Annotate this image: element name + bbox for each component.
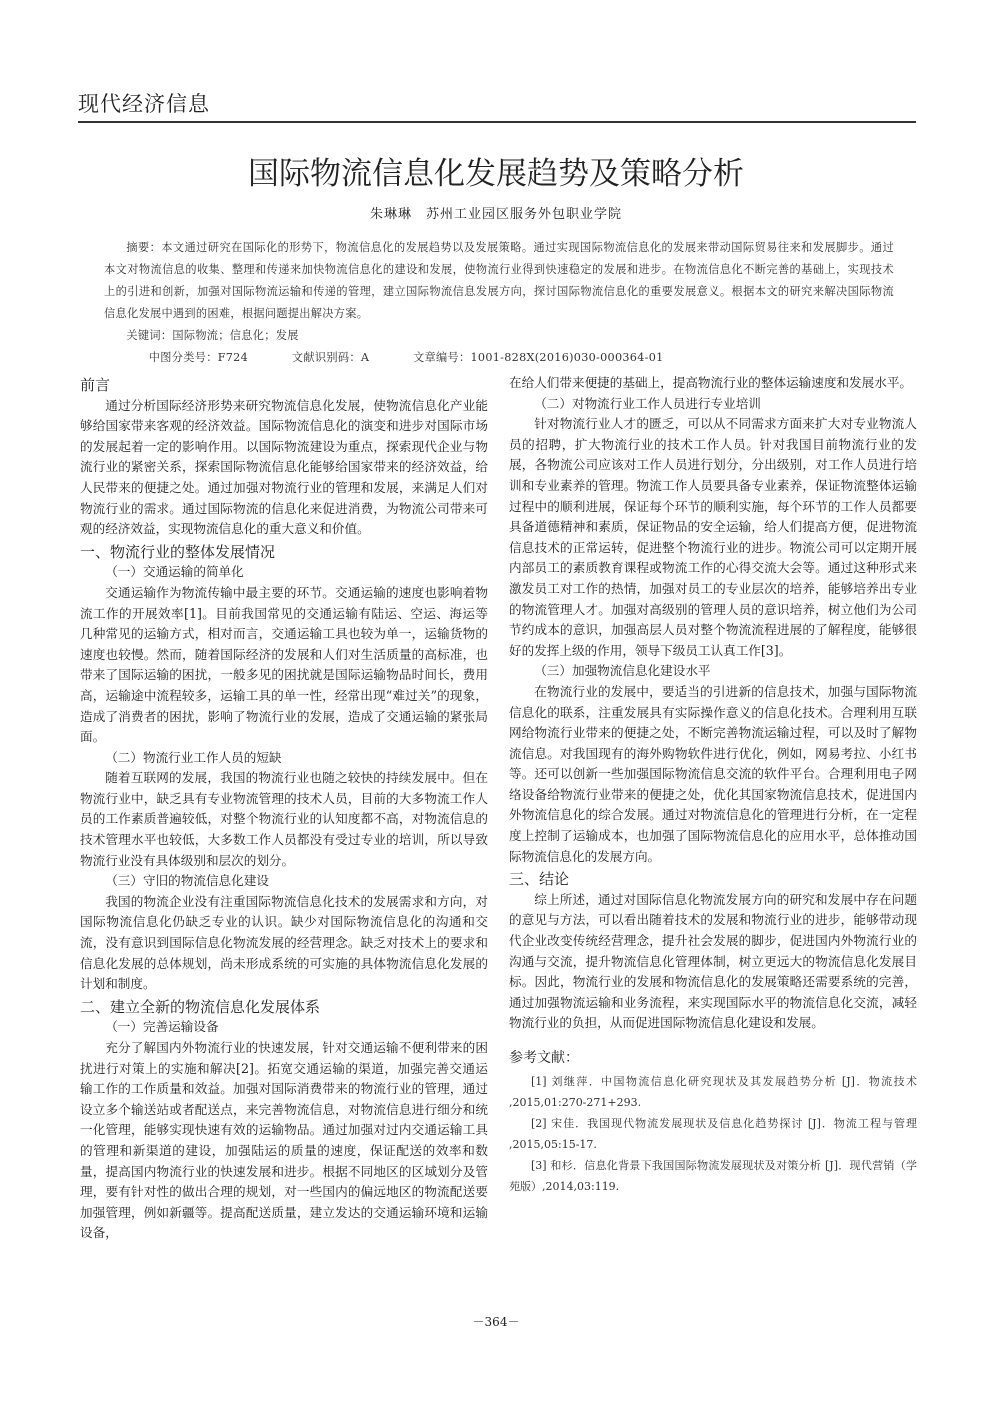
section-2-2-heading: （二）对物流行业工作人员进行专业培训 bbox=[534, 395, 761, 411]
journal-name: 现代经济信息 bbox=[78, 92, 210, 116]
references-heading: 参考文献： bbox=[509, 1050, 579, 1066]
left-column bbox=[80, 373, 488, 1244]
section-2-1-paragraph: 充分了解国内外物流行业的快速发展，针对交通运输不便利带来的困扰进行对策上的实施和解决[2]。拓宽交通运输的渠道，加强完善交通运输工作的工作质量和效益。加强对国际消费带来的物流行业的管理，通过设立多个输送站或者配送点，来完善物流信息，对物流信息进行细分和统一化管理，能够实现快速有效的运输物品。通过加强对过内交通运输工具的管理和新渠道的建设，加强陆运的质量的速度，保证配送的效率和数量，提高国内物流行业的快速发展和进步。根据不同地区的区域划分及管理，要有针对性的做出合理的规划，对一些国内的偏远地区的物流配送要加强管理，例如新疆等。提高配送质量，建立发达的交通运输环境和运输设备， bbox=[80, 1040, 488, 1241]
document-code: 文献识别码：A bbox=[291, 351, 370, 364]
page-number: －364－ bbox=[472, 1315, 520, 1329]
right-column bbox=[509, 373, 917, 1197]
section-2-3-heading: （三）加强物流信息化建设水平 bbox=[534, 663, 711, 679]
continued-paragraph: 在给人们带来便捷的基础上，提高物流行业的整体运输速度和发展水平。 bbox=[509, 375, 912, 390]
section-1-3-heading: （三）守旧的物流信息化建设 bbox=[105, 873, 269, 889]
abstract-text: 摘要：本文通过研究在国际化的形势下，物流信息化的发展趋势以及发展策略。通过实现国际物流信息化的发展来带动国际贸易往来和发展脚步。通过本文对物流信息的收集、整理和传递来加快物流信息化的建设和发展，使物流行业得到快速稳定的发展和进步。在物流信息化不断完善的基础上，实现技术上的引进和创新，加强对国际物流运输和传递的管理，建立国际物流信息发展方向，探讨国际物流信息化的重要发展意义。根据本文的研究来解决国际物流信息化发展中遇到的困难，根据问题提出解决方案。 bbox=[104, 241, 894, 320]
intro-paragraph: 通过分析国际经济形势来研究物流信息化发展，使物流信息化产业能够给国家带来客观的经济效益。国际物流信息化的演变和进步对国际市场的发展起着一定的影响作用。以国际物流建设为重点，探索现代企业与物流行业的紧密关系，探索国际物流信息化能够给国家带来的经济效益，给人民带来的便捷之处。通过加强对物流行业的管理和发展，来满足人们对物流行业的需求。通过国际物流的信息化来促进消费，为物流公司带来可观的经济效益，实现物流信息化的重大意义和价值。 bbox=[80, 397, 488, 537]
author-line: 朱琳琳 苏州工业园区服务外包职业学院 bbox=[369, 207, 622, 222]
keywords: 关键词：国际物流；信息化；发展 bbox=[126, 329, 299, 342]
section-1-1-paragraph: 交通运输作为物流传输中最主要的环节。交通运输的速度也影响着物流工作的开展效率[1]。目前我国常见的交通运输有陆运、空运、海运等几种常见的运输方式，相对而言，交通运输工具也较为单一，运输货物的速度也较慢。然而，随着国际经济的发展和人们对生活质量的高标准，也带来了国际运输的困扰，一般多见的困扰就是国际运输物品时间长，费用高，运输途中流程较多，运输工具的单一性，经常出现“难过关”的现象，造成了消费者的困扰，影响了物流行业的发展，造成了交通运输的紧张局面。 bbox=[80, 584, 488, 745]
article-title: 国际物流信息化发展趋势及策略分析 bbox=[248, 156, 744, 192]
section-2-2-paragraph: 针对物流行业人才的匮乏，可以从不同需求方面来扩大对专业物流人员的招聘，扩大物流行业的技术工作人员。针对我国目前物流行业的发展，各物流公司应该对工作人员进行划分，分出级别，对工作人员进行培训和专业素养的管理。物流工作人员要具备专业素养，保证物流整体运输过程中的顺利进展，保证每个环节的顺利实施，每个环节的工作人员都要具备道德精神和素质，保证物品的安全运输，给人们提高方便，促进物流信息技术的正常运转，促进整个物流行业的进步。物流公司可以定期开展内部员工的素质教育课程或物流工作的心得交流大会等。通过这种形式来激发员工对工作的热情，加强对员工的专业层次的培养，能够培养出专业的物流管理人才。加强对高级别的管理人员的意识培养，树立他们为公司节约成本的意识，加强高层人员对整个物流流程进展的了解程度，能够很好的发挥上级的作用，领导下级员工认真工作[3]。 bbox=[509, 416, 917, 658]
section-1-1-heading: （一）交通运输的简单化 bbox=[105, 564, 244, 580]
section-2-heading: 二、建立全新的物流信息化发展体系 bbox=[80, 997, 321, 1016]
header-rule bbox=[78, 121, 916, 123]
reference-item: [3] 和杉．信息化背景下我国国际物流发展现状及对策分析 [J]．现代营销（学苑版）,2014,03:119. bbox=[509, 1158, 917, 1193]
reference-item: [1] 刘继萍．中国物流信息化研究现状及其发展趋势分析 [J]．物流技术 ,2015,01:270-271+293. bbox=[509, 1074, 917, 1109]
section-2-1-heading: （一）完善运输设备 bbox=[105, 1019, 219, 1035]
conclusion-paragraph: 综上所述，通过对国际信息化物流发展方向的研究和发展中存在问题的意见与方法，可以看出随着技术的发展和物流行业的进步，能够带动现代企业改变传统经营理念，提升社会发展的脚步，促进国内外物流行业的沟通与交流，提升物流信息化管理体制，树立更远大的物流信息化发展目标。因此，物流行业的发展和物流信息化的发展策略还需要系统的完善，通过加强物流运输和业务流程，来实现国际水平的物流信息化交流，减轻物流行业的负担，从而促进国际物流信息化建设和发展。 bbox=[509, 891, 917, 1031]
section-3-heading: 三、结论 bbox=[509, 870, 570, 889]
section-1-2-paragraph: 随着互联网的发展，我国的物流行业也随之较快的持续发展中。但在物流行业中，缺乏具有专业物流管理的技术人员，目前的大多物流工作人员的工作素质普遍较低，对整个物流行业的认知度都不高，对物流信息的技术管理水平也较低，大多数工作人员都没有受过专业的培训，所以导致物流行业没有具体级别和层次的划分。 bbox=[80, 770, 488, 868]
clc-number: 中图分类号：F724 bbox=[148, 351, 249, 364]
section-1-heading: 一、物流行业的整体发展情况 bbox=[80, 542, 276, 561]
classification-line bbox=[104, 347, 894, 369]
section-1-3-paragraph: 我国的物流企业没有注重国际物流信息化技术的发展需求和方向，对国际物流信息化仍缺乏专业的认识。缺少对国际物流信息化的沟通和交流，没有意识到国际信息化物流发展的经营理念。缺乏对技术上的要求和信息化发展的总体规划，尚未形成系统的可实施的具体物流信息化发展的计划和制度。 bbox=[80, 893, 488, 992]
article-number: 文章编号：1001-828X(2016)030-000364-01 bbox=[413, 351, 664, 364]
section-2-3-paragraph: 在物流行业的发展中，要适当的引进新的信息技术，加强与国际物流信息化的联系，注重发展具有实际操作意义的信息化技术。合理利用互联网给物流行业带来的便捷之处，不断完善物流运输过程，可以及时了解物流信息。对我国现有的海外购物软件进行优化，例如，网易考拉、小红书等。还可以创新一些加强国际物流信息交流的软件平台。合理利用电子网络设备给物流行业带来的便捷之处，优化其国家物流信息技术，促进国内外物流信息化的综合发展。通过对物流信息化的管理进行分析，在一定程度上控制了运输成本，也加强了国际物流信息化的应用水平，总体推动国际物流信息化的发展方向。 bbox=[509, 683, 917, 864]
reference-item: [2] 宋佳．我国现代物流发展现状及信息化趋势探讨 [J]．物流工程与管理 ,2015,05:15-17. bbox=[509, 1116, 917, 1151]
section-1-2-heading: （二）物流行业工作人员的短缺 bbox=[105, 749, 282, 765]
abstract-block bbox=[104, 237, 894, 369]
intro-heading: 前言 bbox=[80, 376, 111, 394]
